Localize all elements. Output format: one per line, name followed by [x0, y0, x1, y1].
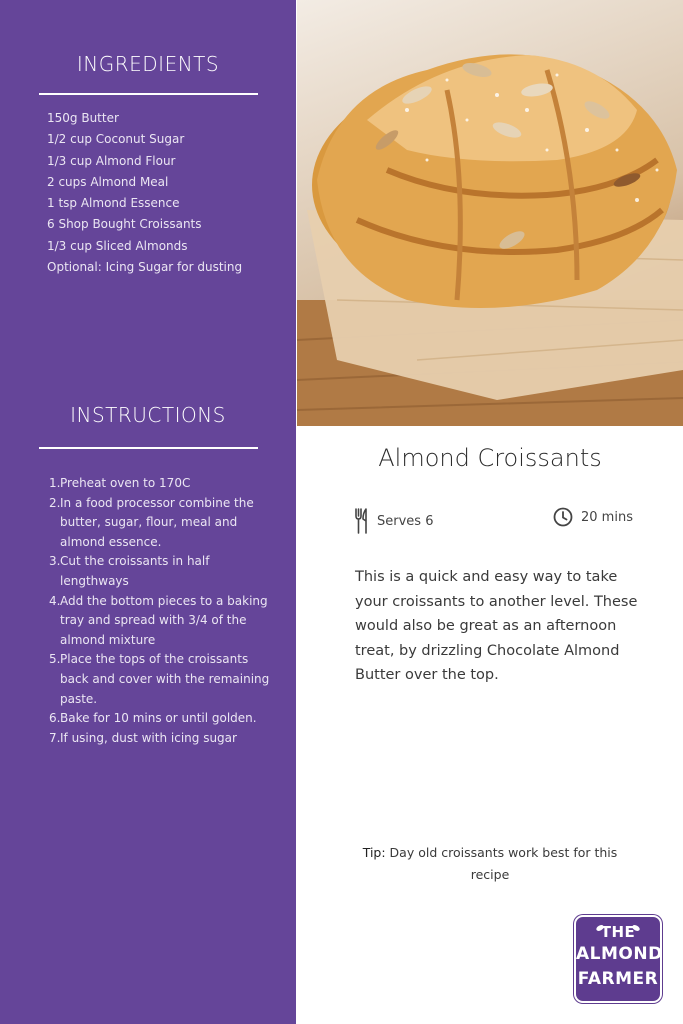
logo-line-farmer: FARMER: [577, 969, 659, 989]
logo-line-almond: ALMOND: [576, 944, 663, 964]
ingredient-item: 1/3 cup Almond Flour: [47, 153, 176, 168]
time-text: 20 mins: [581, 509, 633, 525]
clock-icon: [553, 507, 573, 527]
tip-label: Tip:: [362, 845, 386, 860]
ingredients-list: [47, 108, 242, 278]
time-info: [553, 507, 633, 527]
recipe-tip: [355, 842, 625, 885]
ingredient-item: Optional: Icing Sugar for dusting: [47, 260, 243, 275]
logo-line-the: THE: [600, 923, 636, 941]
instruction-step: 1. Preheat oven to 170C: [49, 476, 191, 490]
instructions-list: [48, 474, 270, 748]
ingredient-item: 1/3 cup Sliced Almonds: [47, 238, 188, 253]
ingredient-item: 1/2 cup Coconut Sugar: [47, 132, 185, 147]
instruction-step: 3. Cut the croissants in half lengthways: [49, 554, 210, 588]
instruction-step: 6. Bake for 10 mins or until golden.: [49, 711, 257, 726]
ingredient-item: 1 tsp Almond Essence: [47, 196, 180, 211]
left-sidebar: [0, 0, 296, 1024]
instructions-heading: INSTRUCTIONS: [70, 403, 226, 427]
ingredient-item: 6 Shop Bought Croissants: [47, 217, 202, 232]
instruction-step: 4. Add the bottom pieces to a baking tray and spread with 3/4 of the almond mixture: [49, 593, 268, 647]
serves-text: Serves 6: [377, 513, 434, 529]
croissant-photo: [297, 0, 683, 426]
fork-knife-icon: [355, 508, 369, 534]
ingredients-heading: INGREDIENTS: [76, 52, 220, 76]
ingredient-item: 2 cups Almond Meal: [47, 174, 169, 189]
instruction-step: 2. In a food processor combine the butter, sugar, flour, meal and almond essence.: [49, 495, 254, 549]
tip-text: Day old croissants work best for this recipe: [385, 845, 618, 882]
almond-farmer-logo: [574, 915, 662, 1003]
recipe-title: Almond Croissants: [378, 444, 602, 472]
instructions-divider: [39, 447, 258, 449]
recipe-description: This is a quick and easy way to take your croissants to another level. These would also be great as an afternoon treat, by drizzling Chocolate Almond Butter over the top.: [355, 569, 638, 684]
ingredients-divider: [39, 93, 258, 95]
croissant-illustration: [297, 0, 683, 426]
serves-info: [355, 508, 433, 534]
instruction-step: 5. Place the tops of the croissants back and cover with the remaining paste.: [49, 652, 270, 706]
instruction-step: 7. If using, dust with icing sugar: [49, 730, 237, 745]
ingredient-item: 150g Butter: [47, 111, 119, 125]
